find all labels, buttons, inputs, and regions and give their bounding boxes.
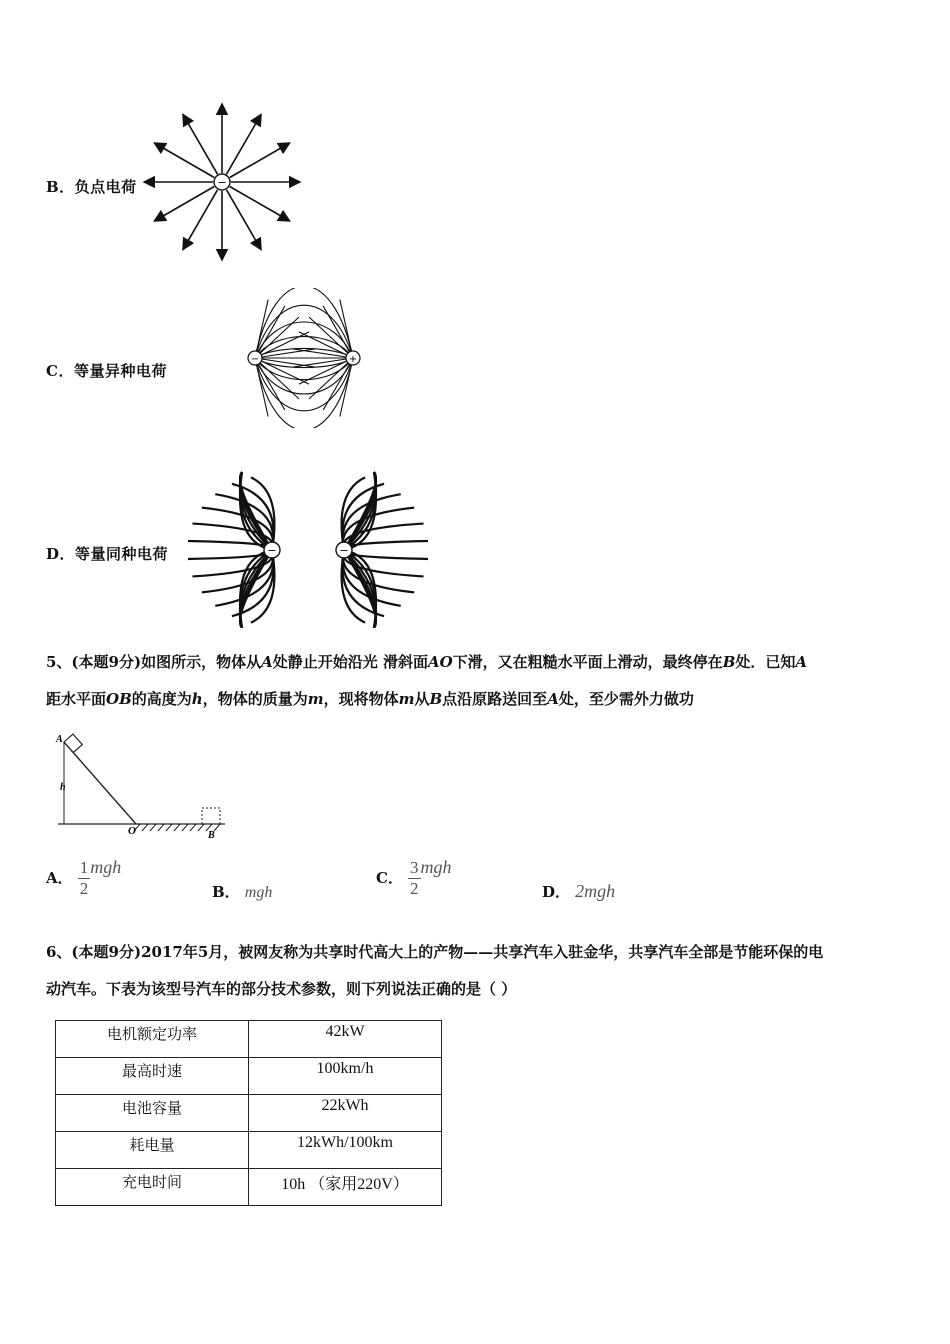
field-line	[227, 190, 262, 250]
incline-diagram	[50, 726, 240, 841]
field-line	[230, 143, 290, 178]
field-line	[255, 358, 353, 368]
answer-b[interactable]: B． mgh	[212, 883, 273, 901]
field-line	[230, 187, 290, 222]
option-d-label: D．等量同种电荷	[46, 545, 169, 563]
neg-sign-c: −	[250, 354, 260, 365]
table-row: 最高时速 100km/h	[56, 1058, 442, 1095]
neg-sign-d1: −	[267, 544, 277, 557]
answer-c[interactable]: C． $\frac{3}{2}$ mgh	[376, 857, 452, 898]
q6-line2: 动汽车。下表为该型号汽车的部分技术参数，则下列说法正确的是（ ）	[46, 980, 517, 998]
field-line	[255, 288, 353, 358]
field-line	[255, 322, 353, 358]
table-row: 电池容量 22kWh	[56, 1095, 442, 1132]
field-line	[154, 143, 214, 178]
field-line	[255, 358, 353, 380]
field-line	[255, 299, 268, 358]
field-line	[340, 358, 353, 417]
neg-sign: −	[217, 176, 227, 189]
table-row: 充电时间 10h （家用220V）	[56, 1169, 442, 1206]
field-line	[227, 114, 262, 174]
field-line	[154, 187, 214, 222]
q5-line1: 5、(本题9分)如图所示，物体从A处静止开始沿光 滑斜面AO下滑，又在粗糙水平面上滑动，最终停在B处．已知A	[46, 653, 808, 671]
field-line	[255, 358, 353, 428]
table-row: 电机额定功率 42kW	[56, 1021, 442, 1058]
field-line	[183, 190, 218, 250]
label-o: O	[128, 825, 136, 837]
q6-line1: 6、(本题9分)2017年5月，被网友称为共享时代高大上的产物——共享汽车入驻金华，共享汽车全部是节能环保的电	[46, 943, 824, 961]
negative-point-charge-diagram	[140, 98, 310, 268]
spec-table	[55, 1020, 442, 1206]
answer-d[interactable]: D． 2mgh	[542, 881, 616, 901]
neg-sign-d2: −	[339, 544, 349, 557]
field-line	[183, 114, 218, 174]
field-line	[255, 336, 353, 358]
field-line	[255, 358, 353, 394]
field-line	[255, 348, 353, 358]
answer-a[interactable]: A． $\frac{1}{2}$ mgh	[46, 857, 122, 898]
like-charges-diagram	[188, 468, 428, 628]
option-b-label: B．负点电荷	[46, 178, 137, 196]
label-h: h	[60, 782, 66, 793]
q5-line2: 距水平面OB的高度为h，物体的质量为m，现将物体m从B点沿原路送回至A处，至少需外力做功	[46, 690, 694, 708]
table-row: 耗电量 12kWh/100km	[56, 1132, 442, 1169]
label-a: A	[56, 734, 63, 745]
field-line	[255, 358, 268, 417]
pos-sign-c: +	[348, 354, 358, 365]
option-c-label: C．等量异种电荷	[46, 362, 167, 380]
field-line	[340, 299, 353, 358]
label-b: B	[208, 830, 215, 841]
opposite-charges-diagram	[185, 288, 425, 428]
